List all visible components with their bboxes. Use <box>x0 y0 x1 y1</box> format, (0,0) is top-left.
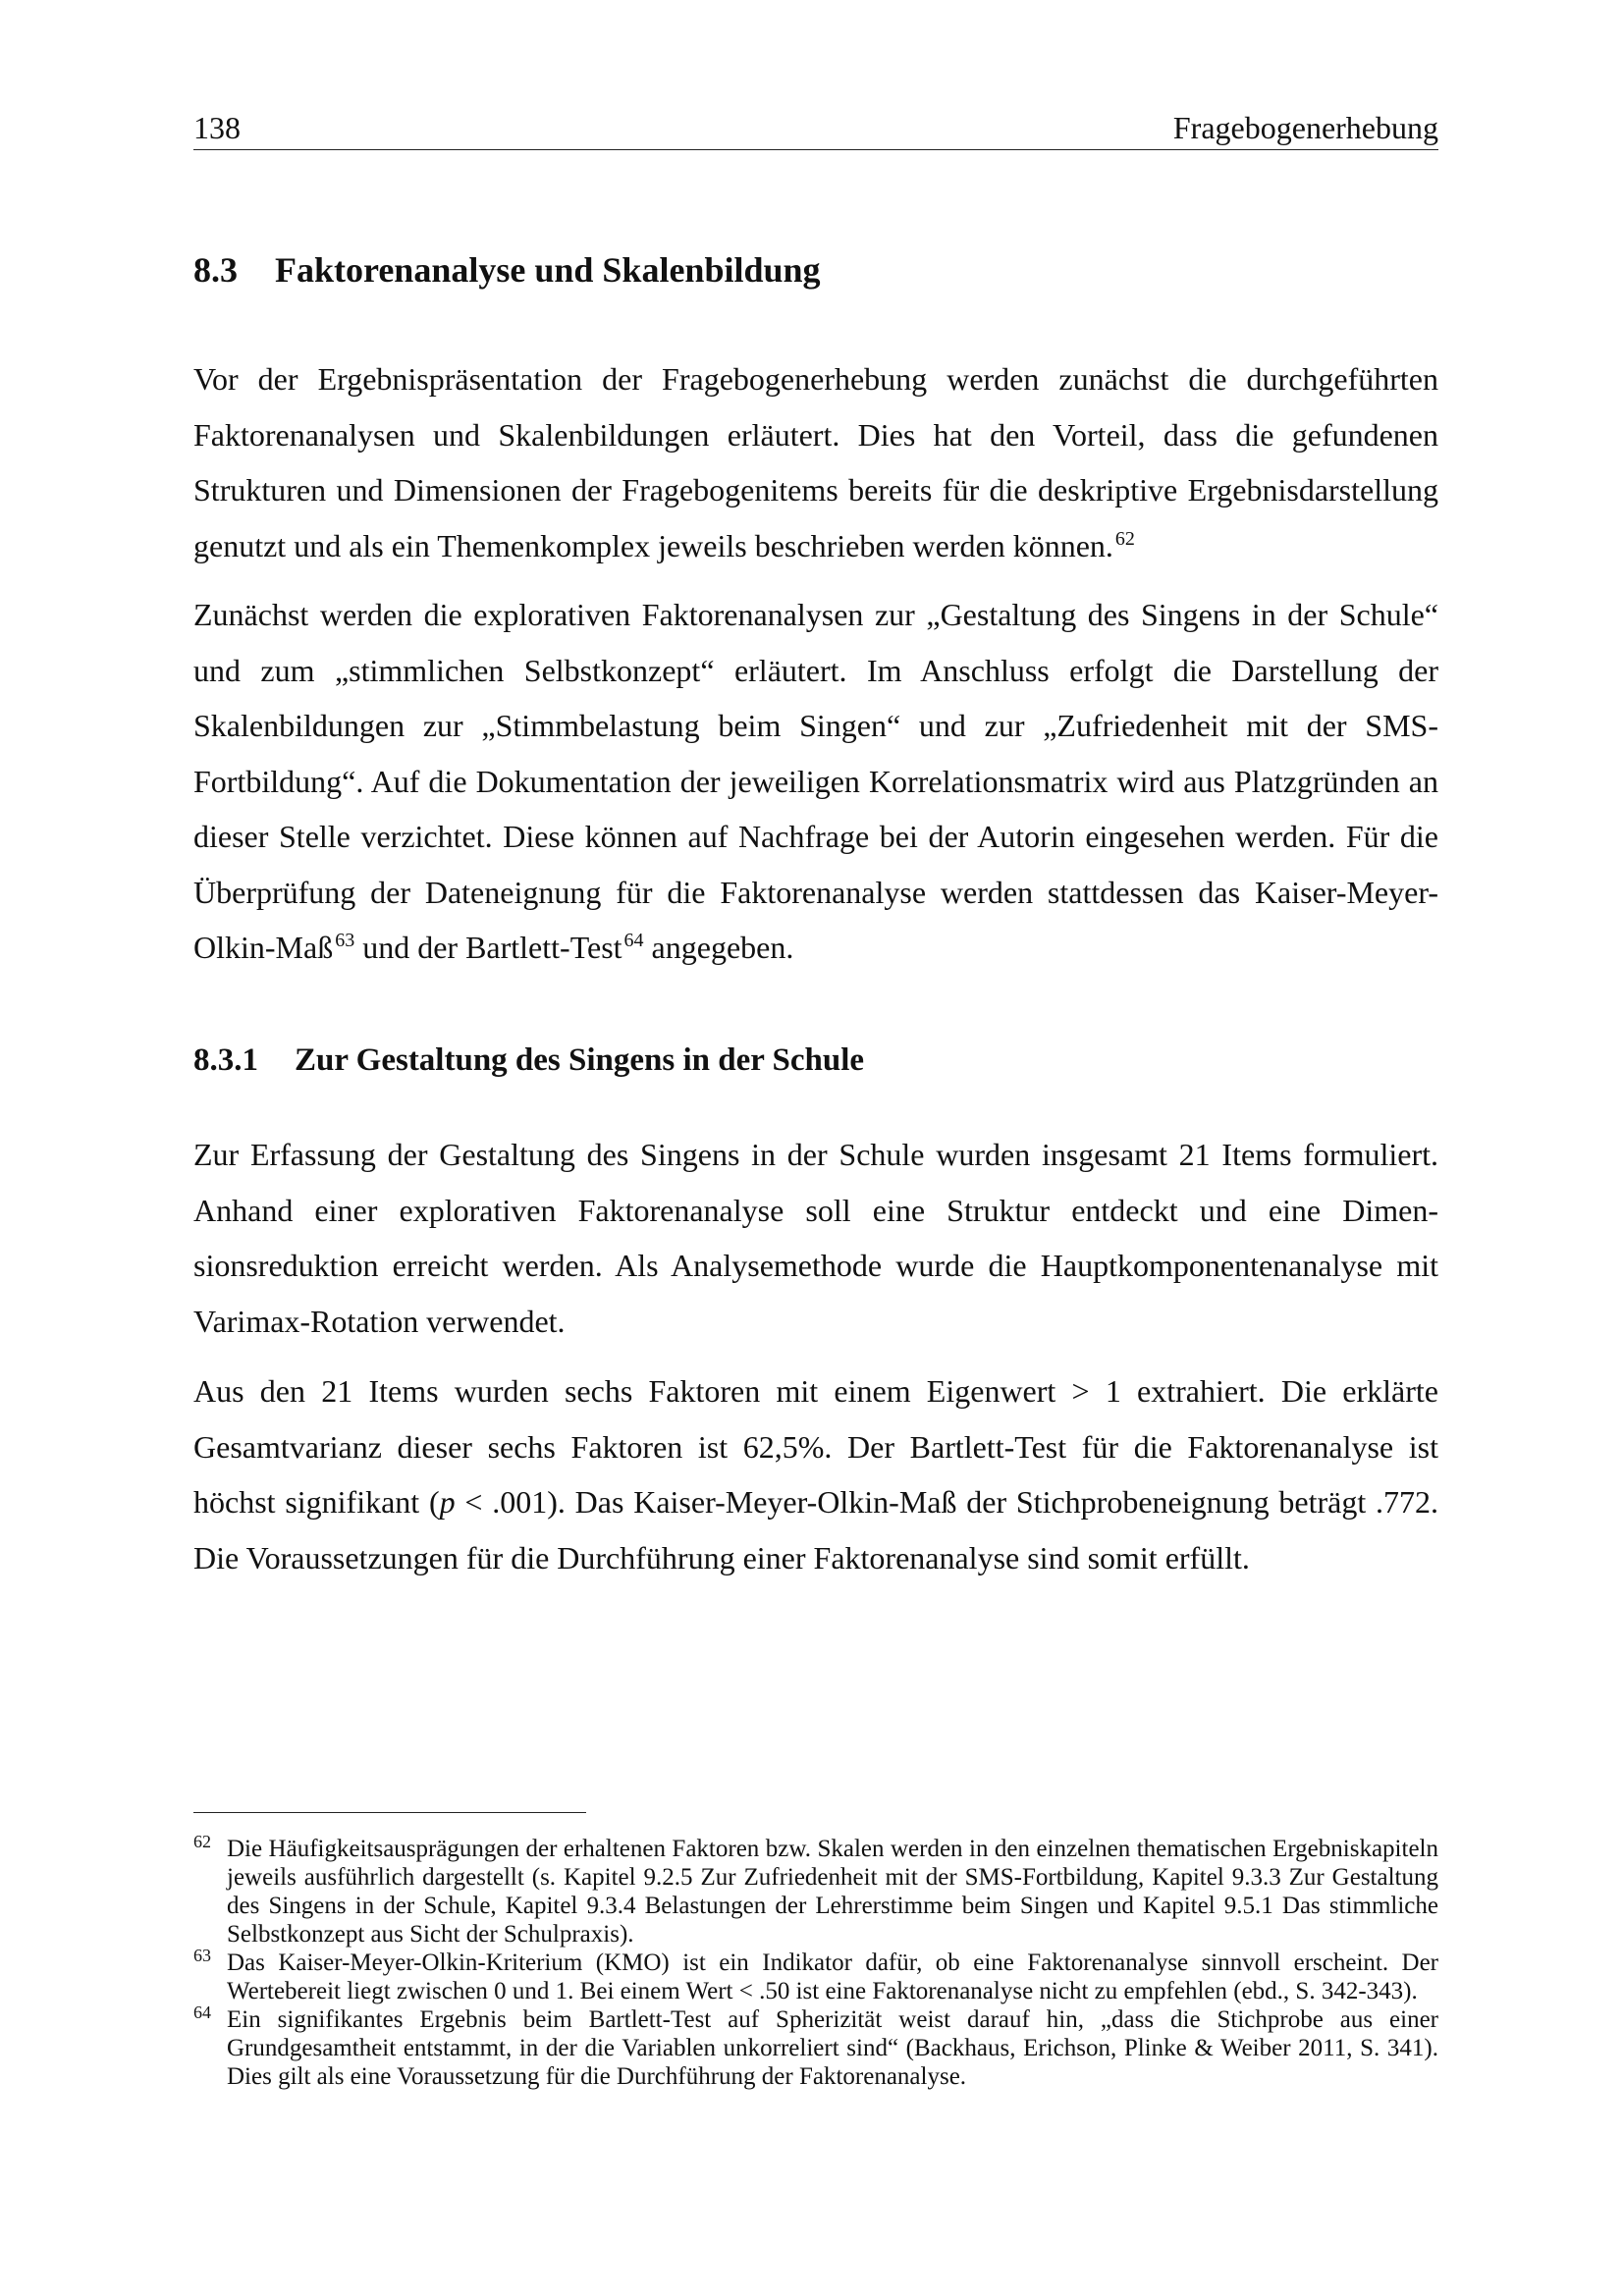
paragraph-intro-text: Vor der Ergebnispräsentation der Fragebogenerhebung werden zunächst die durchgeführten Faktorenanalysen und Skalenbildungen erläutert. Dies hat den Vorteil, dass die gefundenen Strukturen und Dimensionen der Fragebogenitems bereits für die deskriptive Ergebnisdarstellung genutzt und als ein Themenkomplex jeweils beschrieben werden können. <box>193 361 1438 563</box>
paragraph-overview-text-a: Zunächst werden die explorativen Faktorenanalysen zur „Gestaltung des Singens in der Schule“ und zum „stimmlichen Selbstkonzept“ erläutert. Im Anschluss erfolgt die Darstellung der Skalenbildungen zur „Stimmbelastung beim Singen“ und zur „Zufriedenheit mit der SMS-Fortbildung“. Auf die Dokumentation der jeweiligen Korrelationsmatrix wird aus Platzgründen an dieser Stelle verzichtet. Diese können auf Nachfrage bei der Autorin eingesehen werden. Für die Überprüfung der Dateneignung für die Faktorenanalyse werden stattdessen das Kaiser-Meyer-Olkin-Maß <box>193 597 1438 965</box>
paragraph-results-text-a: Aus den 21 Items wurden sechs Faktoren mit einem Eigenwert > 1 extrahiert. Die erklärte Gesamtvarianz dieser sechs Faktoren ist 62,5%. Der Bartlett-Test für die Faktorenanalyse ist höchst signifikant ( <box>193 1373 1438 1520</box>
section-heading <box>193 248 821 292</box>
paragraph-overview-text-b: und der Bartlett-Test <box>354 930 622 965</box>
footnote-marker: 62 <box>193 1832 211 1851</box>
footnote-ref-62[interactable]: 62 <box>1114 527 1135 550</box>
paragraph-overview <box>193 587 1438 976</box>
footnote-text: Die Häufigkeitsausprägungen der erhaltenen Faktoren bzw. Skalen werden in den einzelnen thematischen Ergebniskapiteln jeweils ausführlich dargestellt (s. Kapitel 9.2.5 Zur Zufriedenheit mit der SMS-Fortbildung, Kapitel 9.3.3 Zur Gestaltung des Singens in der Schule, Kapitel 9.3.4 Belastungen der Lehrerstimme beim Singen und Kapitel 9.5.1 Das stimmliche Selbstkonzept aus Sicht der Schulpraxis). <box>227 1836 1438 1948</box>
page-header <box>193 106 1438 150</box>
p-value-symbol: p <box>439 1484 456 1520</box>
paragraph-results-text-b: < .001). Das Kaiser-Meyer-Olkin-Maß der Stichprobeneignung beträgt .772. Die Voraussetzungen für die Durchführung einer Faktorenanalyse sind somit erfüllt. <box>193 1484 1439 1575</box>
paragraph-overview-text-c: angegeben. <box>643 930 794 965</box>
paragraph-items-text: Zur Erfassung der Gestaltung des Singens in der Schule wurden insgesamt 21 Items formuliert. Anhand einer explorativen Faktorenanalyse soll eine Struktur entdeckt und eine Dimensionsreduktion erreicht werden. Als Analysemethode wurde die Hauptkomponentenanalyse mit Varimax-Rotation verwendet. <box>193 1137 1438 1339</box>
footnote-64 <box>193 2002 1438 2091</box>
footnote-text: Ein signifikantes Ergebnis beim Bartlett-Test auf Spherizität weist darauf hin, „dass die Stichprobe aus einer Grundgesamtheit entstammt, in der die Variablen unkorreliert sind“ (Backhaus, Erichson, Plinke & Weiber 2011, S. 341). Dies gilt als eine Voraussetzung für die Durchführung der Faktorenanalyse. <box>227 2006 1438 2090</box>
running-head: Fragebogenerhebung <box>1172 110 1438 145</box>
footnote-62 <box>193 1832 1438 1949</box>
footnote-marker: 64 <box>193 2002 211 2022</box>
paragraph-items <box>193 1127 1438 1349</box>
footnote-divider <box>193 1812 586 1813</box>
section-number: 8.3 <box>193 250 238 290</box>
paragraph-results <box>193 1363 1438 1585</box>
footnote-marker: 63 <box>193 1946 211 1965</box>
section-title: Faktorenanalyse und Skalenbildung <box>275 250 821 290</box>
footnote-ref-63[interactable]: 63 <box>335 930 355 951</box>
subsection-title: Zur Gestaltung des Singens in der Schule <box>295 1042 865 1078</box>
footnote-63 <box>193 1946 1438 2005</box>
footnote-ref-64[interactable]: 64 <box>623 930 644 951</box>
page-number: 138 <box>193 110 241 145</box>
footnotes <box>193 1832 1438 2091</box>
subsection-heading <box>193 1039 864 1082</box>
footnote-text: Das Kaiser-Meyer-Olkin-Kriterium (KMO) ist ein Indikator dafür, ob eine Faktorenanalyse sinnvoll erscheint. Der Wertebereit liegt zwischen 0 und 1. Bei einem Wert < .50 ist eine Faktorenanalyse nicht zu empfehlen (ebd., S. 342-343). <box>227 1949 1438 2004</box>
paragraph-intro <box>193 351 1438 573</box>
subsection-number: 8.3.1 <box>193 1042 258 1078</box>
